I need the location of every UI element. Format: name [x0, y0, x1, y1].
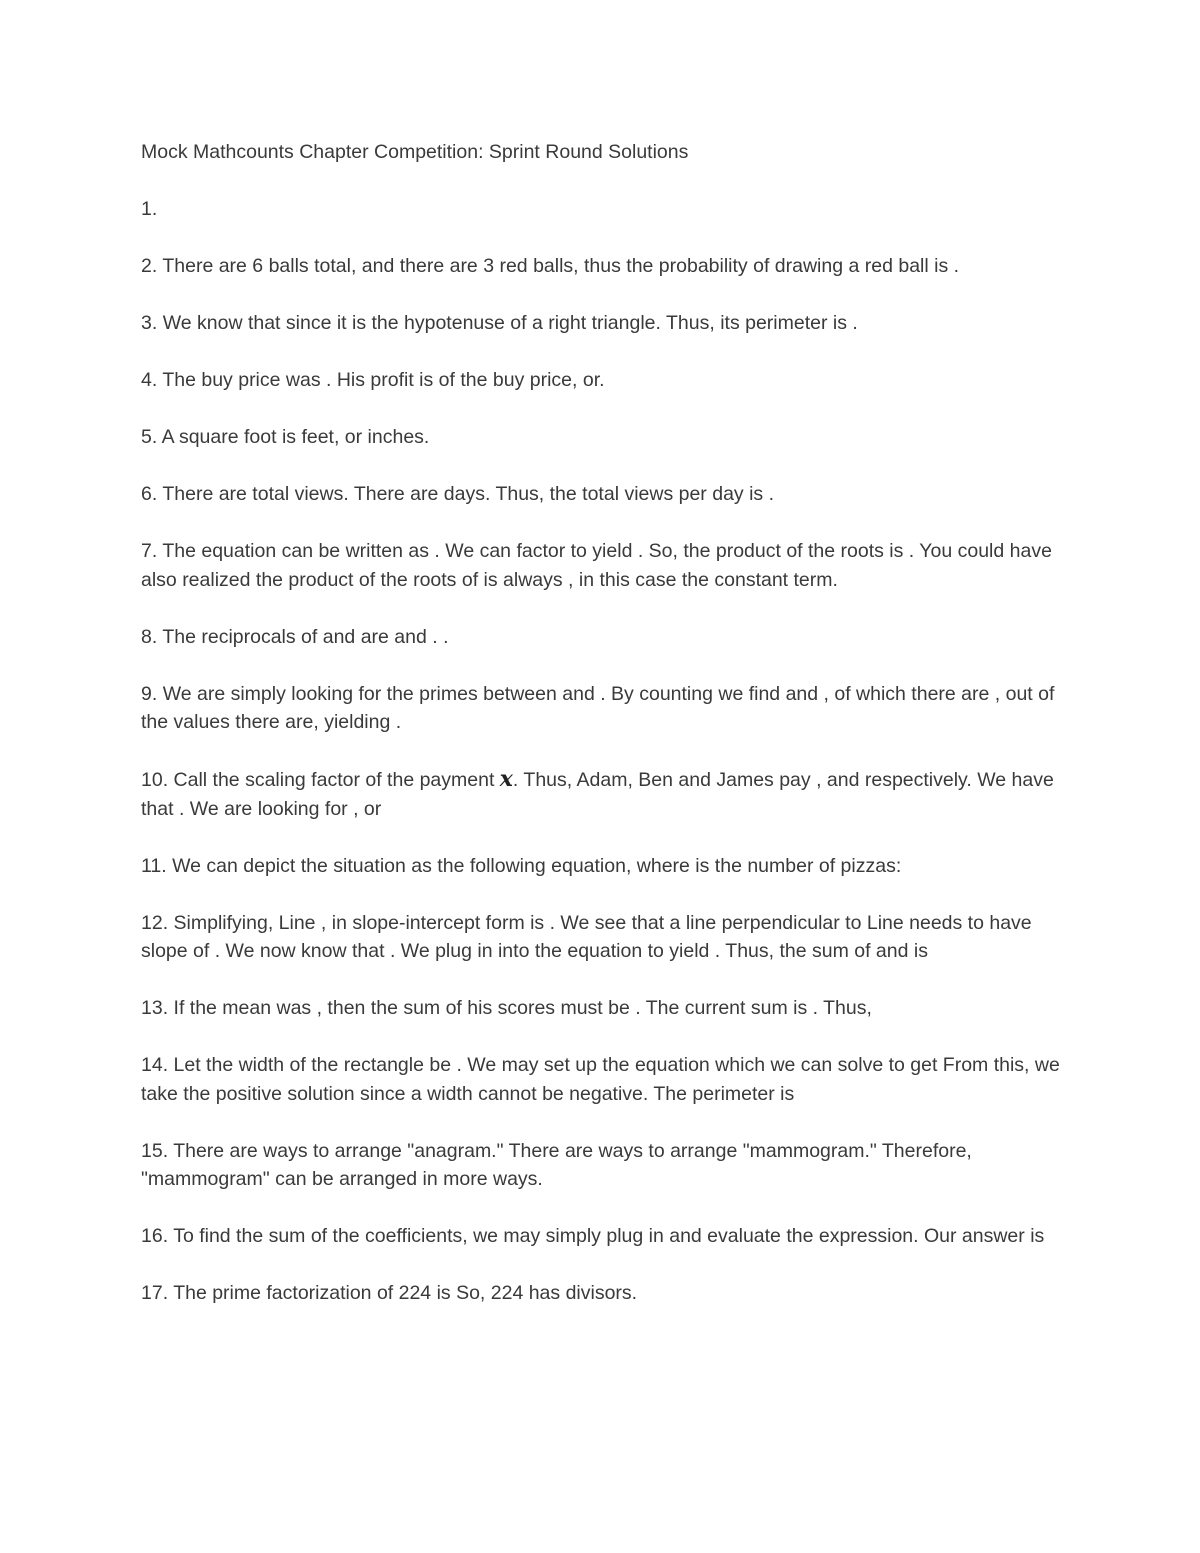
solution-11 — [141, 852, 1066, 881]
solution-14 — [141, 1051, 1066, 1108]
solution-text: We are simply looking for the primes between and . By counting we find and , of which there are , out of the values there are, yielding . — [141, 682, 1055, 733]
solution-12 — [141, 909, 1066, 966]
solution-1 — [141, 195, 1066, 224]
solution-13 — [141, 994, 1066, 1023]
variable-x: x — [499, 766, 513, 792]
solution-number: 9. — [141, 682, 158, 705]
solution-number: 6. — [141, 483, 158, 505]
solution-number: 16. — [141, 1225, 169, 1247]
solution-text: We know that since it is the hypotenuse of a right triangle. Thus, its perimeter is . — [162, 312, 858, 334]
solution-17 — [141, 1279, 1066, 1308]
solution-number: 2. — [141, 255, 158, 277]
document-title: Mock Mathcounts Chapter Competition: Sprint Round Solutions — [141, 141, 689, 163]
solution-text: Simplifying, Line , in slope-intercept form is . We see that a line perpendicular to Line needs to have slope of . We now know that . We plug in into the equation to yield . Thus, the sum of and is — [141, 911, 1032, 962]
solution-text-after: . Thus, Adam, Ben and James pay , and respectively. We have that . We are looking for , or — [141, 769, 1054, 820]
solution-number: 3. — [141, 312, 158, 334]
solution-number: 10. — [141, 769, 169, 791]
solution-number: 14. — [141, 1054, 169, 1076]
solution-text: There are total views. There are days. Thus, the total views per day is . — [162, 483, 774, 505]
solution-2 — [141, 252, 1066, 281]
solution-number: 11. — [141, 854, 167, 877]
solution-5 — [141, 423, 1066, 452]
solution-text: The reciprocals of and are and . . — [162, 625, 449, 648]
solution-8 — [141, 623, 1066, 652]
solution-3 — [141, 309, 1066, 338]
solution-15 — [141, 1137, 1066, 1194]
solution-number: 4. — [141, 369, 158, 391]
solution-10 — [141, 765, 1066, 823]
solution-number: 5. — [141, 426, 158, 448]
solution-number: 12. — [141, 911, 169, 934]
solution-9 — [141, 680, 1066, 737]
solution-6 — [141, 480, 1066, 509]
solution-text: The equation can be written as . We can factor to yield . So, the product of the roots is . You could have also realized the product of the roots of is always , in this case the constant term. — [141, 540, 1052, 591]
solution-16 — [141, 1222, 1066, 1251]
solution-text: We can depict the situation as the following equation, where is the number of pizzas: — [172, 854, 902, 877]
solution-text: A square foot is feet, or inches. — [161, 426, 430, 448]
solution-number: 15. — [141, 1139, 169, 1162]
document-body — [141, 138, 1066, 1336]
solution-text: If the mean was , then the sum of his scores must be . The current sum is . Thus, — [173, 997, 872, 1019]
solution-text: To find the sum of the coefficients, we may simply plug in and evaluate the expression. Our answer is — [173, 1225, 1045, 1247]
solution-4 — [141, 366, 1066, 395]
solution-text: The prime factorization of 224 is So, 224 has divisors. — [173, 1282, 638, 1304]
solution-7 — [141, 537, 1066, 594]
solution-number: 1. — [141, 198, 158, 220]
solution-text: Let the width of the rectangle be . We may set up the equation which we can solve to get From this, we take the positive solution since a width cannot be negative. The perimeter is — [141, 1054, 1060, 1105]
solution-text-before: Call the scaling factor of the payment — [173, 769, 500, 791]
solution-text: The buy price was . His profit is of the buy price, or. — [162, 369, 605, 391]
solution-text: There are 6 balls total, and there are 3 red balls, thus the probability of drawing a red ball is . — [162, 255, 960, 277]
solution-number: 17. — [141, 1282, 169, 1304]
solution-number: 13. — [141, 997, 169, 1019]
solution-number: 7. — [141, 540, 158, 562]
solution-text: There are ways to arrange "anagram." There are ways to arrange "mammogram." Therefore, "mammogram" can be arranged in more ways. — [141, 1139, 972, 1190]
solution-number: 8. — [141, 625, 158, 648]
